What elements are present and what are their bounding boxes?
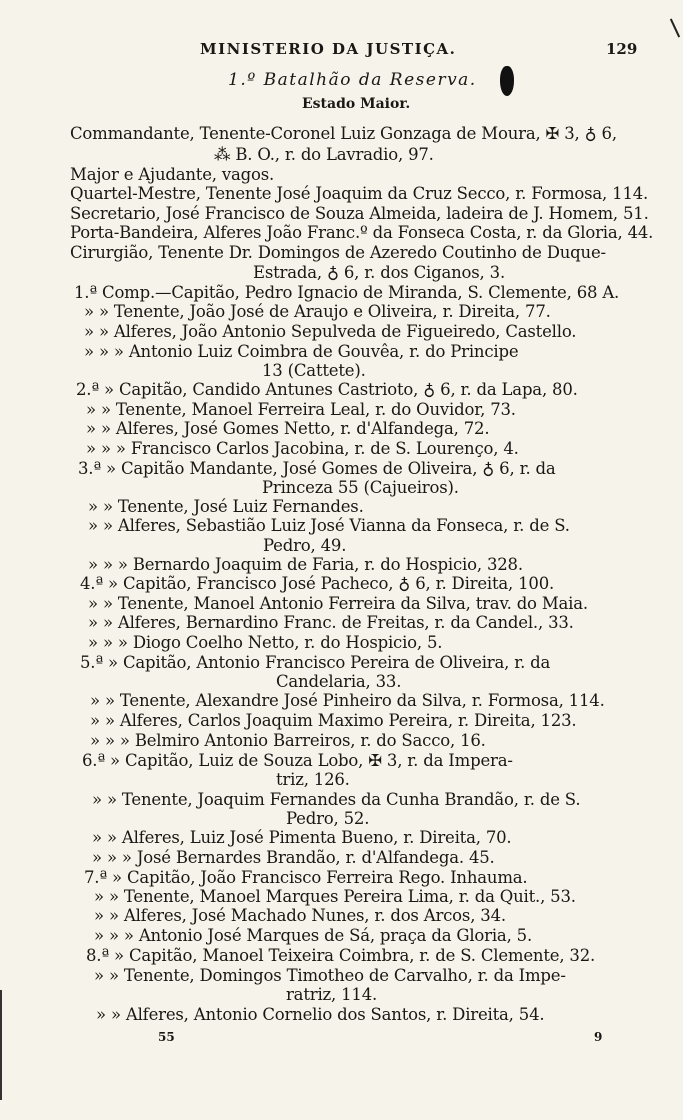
roster-line: Pedro, 49. [263,536,347,555]
roster-line: Princeza 55 (Cajueiros). [262,478,459,497]
roster-line: » » » Bernardo Joaquim de Faria, r. do Hospicio, 328. [88,555,523,574]
roster-line: » » Alferes, Bernardino Franc. de Freitas, r. da Candel., 33. [88,613,574,632]
section-heading: Estado Maior. [302,96,411,112]
roster-line: Pedro, 52. [286,809,370,828]
page-header-title: MINISTERIO DA JUSTIÇA. [200,40,457,58]
roster-line: » » » José Bernardes Brandão, r. d'Alfandega. 45. [92,848,495,867]
roster-line: » » » Belmiro Antonio Barreiros, r. do Sacco, 16. [90,731,486,750]
roster-line: Candelaria, 33. [276,672,402,691]
roster-line: » » » Antonio Luiz Coimbra de Gouvêa, r. do Principe [84,342,519,361]
roster-line: Estrada, ♁ 6, r. dos Ciganos, 3. [253,263,505,282]
roster-line: » » Tenente, Manoel Ferreira Leal, r. do Ouvidor, 73. [86,400,516,419]
roster-line: 4.ª » Capitão, Francisco José Pacheco, ♁ 6, r. Direita, 100. [80,574,555,593]
corner-mark [670,19,680,38]
roster-line: 1.ª Comp.—Capitão, Pedro Ignacio de Miranda, S. Clemente, 68 A. [74,283,620,302]
roster-line: » » Alferes, Carlos Joaquim Maximo Pereira, r. Direita, 123. [90,711,577,730]
roster-line: 3.ª » Capitão Mandante, José Gomes de Oliveira, ♁ 6, r. da [78,459,556,478]
roster-line: » » Tenente, Domingos Timotheo de Carvalho, r. da Impe- [94,966,566,985]
roster-line: Porta-Bandeira, Alferes João Franc.º da Fonseca Costa, r. da Gloria, 44. [70,223,654,242]
roster-line: 6.ª » Capitão, Luiz de Souza Lobo, ✠ 3, r. da Impera- [82,751,513,770]
roster-line: Major e Ajudante, vagos. [70,165,275,184]
roster-line: » » Alferes, José Gomes Netto, r. d'Alfandega, 72. [86,419,490,438]
roster-line: » » Alferes, Antonio Cornelio dos Santos, r. Direita, 54. [96,1005,545,1024]
roster-line: » » » Antonio José Marques de Sá, praça da Gloria, 5. [94,926,533,945]
ink-blot [500,66,514,96]
roster-line: Cirurgião, Tenente Dr. Domingos de Azeredo Coutinho de Duque- [70,243,606,262]
roster-line: » » Tenente, Manoel Marques Pereira Lima, r. da Quit., 53. [94,887,576,906]
roster-line: » » Tenente, Alexandre José Pinheiro da Silva, r. Formosa, 114. [90,691,605,710]
roster-line: Quartel-Mestre, Tenente José Joaquim da Cruz Secco, r. Formosa, 114. [70,184,649,203]
battalion-subtitle: 1.º Batalhão da Reserva. [228,70,477,90]
signature-mark-right: 9 [594,1030,603,1044]
roster-line: triz, 126. [276,770,350,789]
roster-line: » » Tenente, João José de Araujo e Oliveira, r. Direita, 77. [84,302,551,321]
roster-line: 8.ª » Capitão, Manoel Teixeira Coimbra, r. de S. Clemente, 32. [86,946,596,965]
roster-line: 7.ª » Capitão, João Francisco Ferreira Rego. Inhauma. [84,868,528,887]
roster-line: » » Tenente, Manoel Antonio Ferreira da Silva, trav. do Maia. [88,594,588,613]
binding-edge [0,990,2,1100]
roster-line: Commandante, Tenente-Coronel Luiz Gonzaga de Moura, ✠ 3, ♁ 6, [70,124,617,143]
roster-line: ⁂ B. O., r. do Lavradio, 97. [214,145,434,164]
roster-line: » » Alferes, Luiz José Pimenta Bueno, r. Direita, 70. [92,828,512,847]
roster-line: » » Alferes, Sebastião Luiz José Vianna da Fonseca, r. de S. [88,516,570,535]
page-number: 129 [606,40,638,58]
roster-line: 13 (Cattete). [262,361,366,380]
signature-mark-left: 55 [158,1030,175,1044]
roster-line: » » Tenente, Joaquim Fernandes da Cunha Brandão, r. de S. [92,790,581,809]
roster-line: » » Alferes, José Machado Nunes, r. dos Arcos, 34. [94,906,506,925]
roster-line: » » Alferes, João Antonio Sepulveda de Figueiredo, Castello. [84,322,577,341]
roster-line: » » Tenente, José Luiz Fernandes. [88,497,364,516]
roster-line: Secretario, José Francisco de Souza Almeida, ladeira de J. Homem, 51. [70,204,649,223]
roster-line: ratriz, 114. [286,985,378,1004]
roster-line: » » » Diogo Coelho Netto, r. do Hospicio, 5. [88,633,443,652]
roster-line: » » » Francisco Carlos Jacobina, r. de S. Lourenço, 4. [86,439,519,458]
roster-line: 5.ª » Capitão, Antonio Francisco Pereira de Oliveira, r. da [80,653,551,672]
roster-line: 2.ª » Capitão, Candido Antunes Castrioto, ♁ 6, r. da Lapa, 80. [76,380,578,399]
